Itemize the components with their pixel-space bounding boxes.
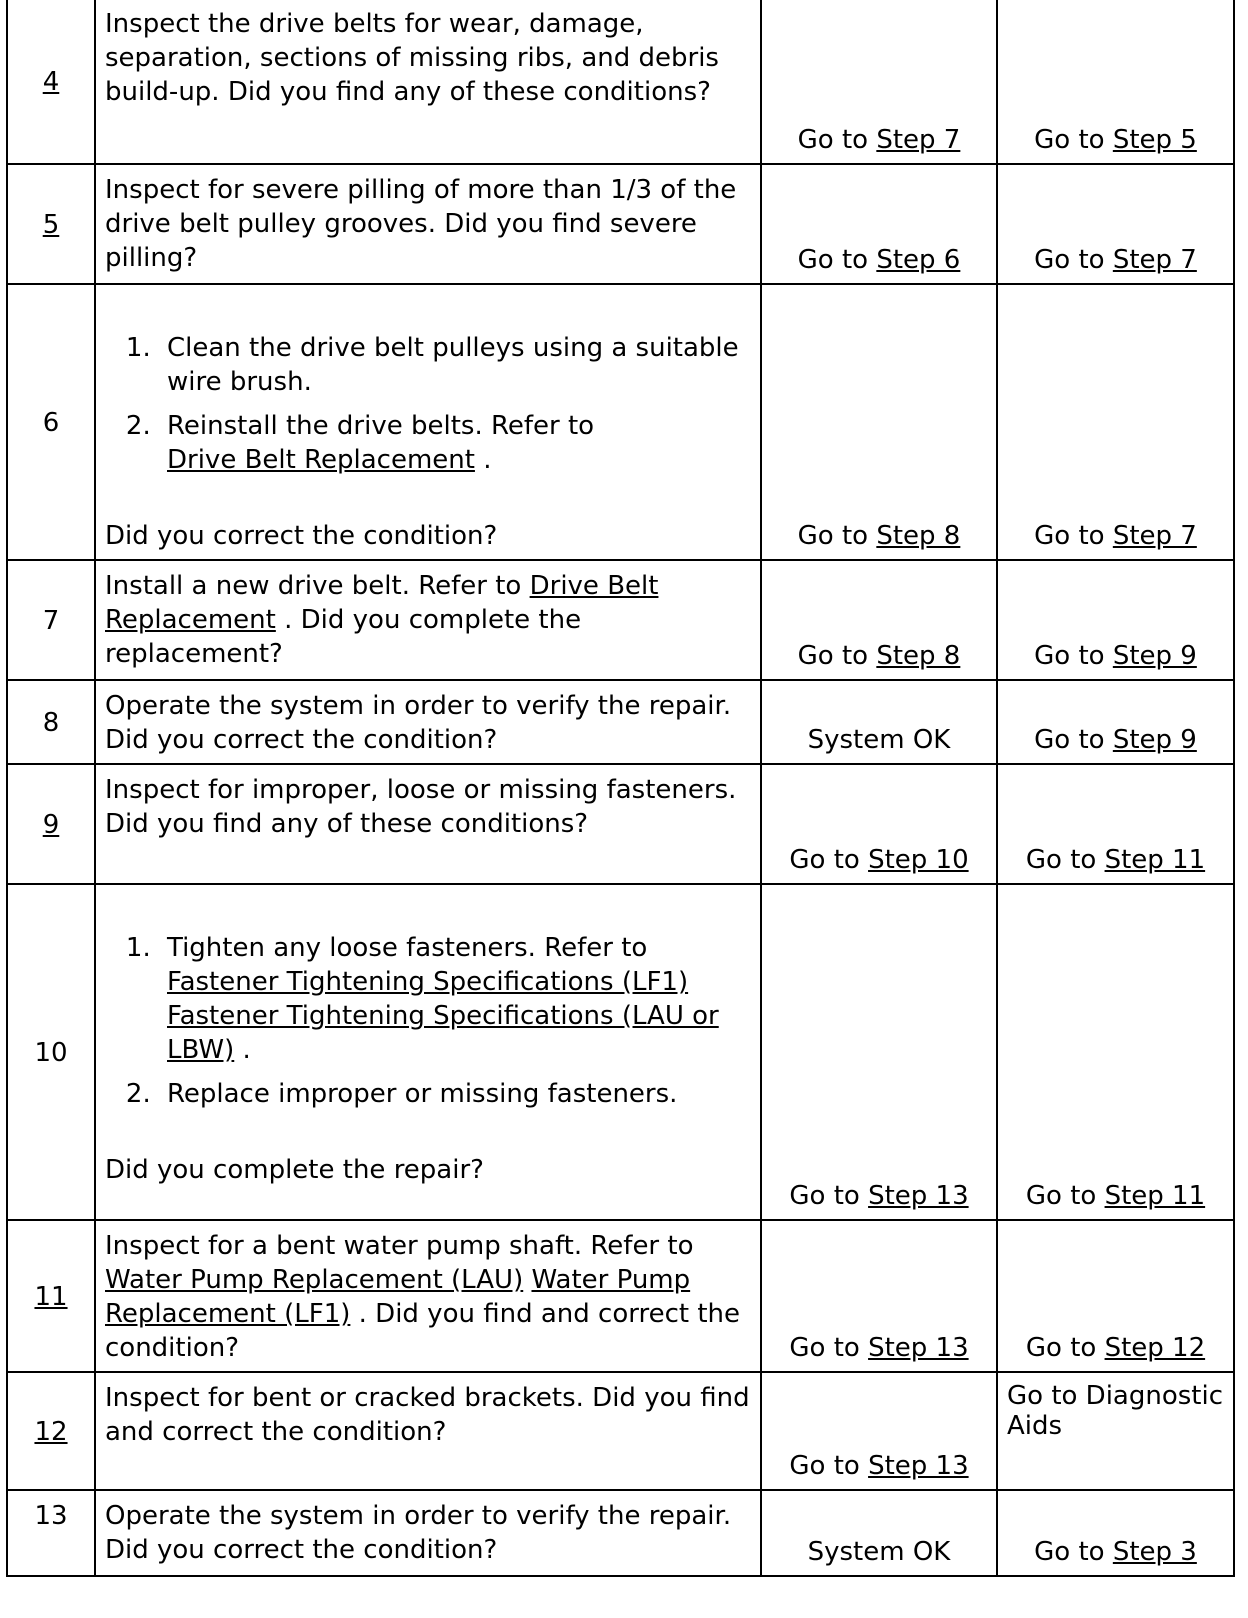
step-number-link[interactable]: 5	[42, 210, 60, 240]
action-cell: Inspect the drive belts for wear, damage, separation, sections of missing ribs, and debris build-up. Did you find any of these conditions?	[95, 0, 761, 164]
no-prefix: Go to	[1034, 521, 1113, 551]
list-item-text: Tighten any loose fasteners. Refer to	[167, 933, 648, 963]
fastener-spec-lf1-link[interactable]: Fastener Tightening Specifications (LF1)	[167, 967, 689, 997]
action-cell	[95, 884, 761, 1220]
action-text: Install a new drive belt. Refer to	[105, 571, 530, 601]
yes-result-cell	[761, 164, 997, 284]
no-prefix: Go to	[1034, 245, 1113, 275]
step-number-cell	[7, 1372, 95, 1490]
action-text: Inspect for a bent water pump shaft. Refer to	[105, 1231, 694, 1261]
step-number-cell	[7, 0, 95, 164]
yes-step-link[interactable]: Step 8	[876, 521, 961, 551]
yes-step-link[interactable]: Step 7	[876, 125, 961, 155]
step-number-link[interactable]: 11	[34, 1282, 68, 1312]
step-number-cell	[7, 680, 95, 764]
table-row	[7, 1490, 1234, 1576]
action-cell: Operate the system in order to verify the repair. Did you correct the condition?	[95, 1490, 761, 1576]
no-result-cell	[997, 680, 1234, 764]
step-number-cell	[7, 764, 95, 884]
list-item-text: Clean the drive belt pulleys using a suitable wire brush.	[167, 333, 739, 397]
step-number-cell	[7, 1220, 95, 1372]
diagnostic-table	[6, 0, 1235, 1577]
step-number-cell	[7, 164, 95, 284]
step-number-link[interactable]: 9	[42, 810, 60, 840]
yes-step-link[interactable]: Step 13	[868, 1451, 969, 1481]
step-number-link[interactable]: 4	[42, 67, 60, 97]
action-steps-list	[105, 331, 751, 477]
action-steps-list	[105, 931, 751, 1111]
system-ok-text: System OK	[807, 725, 951, 755]
action-cell: Inspect for improper, loose or missing fasteners. Did you find any of these conditions?	[95, 764, 761, 884]
yes-result-cell	[761, 284, 997, 560]
no-prefix: Go to	[1034, 1537, 1113, 1567]
action-text-suffix: . Did you find and correct the condition?	[105, 1299, 740, 1363]
action-text-suffix: . Did you complete the replacement?	[105, 605, 582, 669]
yes-result-cell	[761, 1220, 997, 1372]
no-step-link[interactable]: Step 11	[1104, 845, 1206, 875]
no-step-link[interactable]: Step 12	[1104, 1333, 1206, 1363]
action-question: Did you correct the condition?	[105, 521, 498, 551]
table-row	[7, 1220, 1234, 1372]
list-item	[159, 1077, 751, 1111]
yes-result-cell	[761, 764, 997, 884]
step-number: 13	[34, 1501, 68, 1531]
no-result-cell	[997, 164, 1234, 284]
action-cell	[95, 284, 761, 560]
fastener-spec-lau-lbw-link[interactable]: Fastener Tightening Specifications (LAU or LBW)	[167, 1001, 719, 1065]
action-cell: Operate the system in order to verify the repair. Did you correct the condition?	[95, 680, 761, 764]
step-number-cell	[7, 1490, 95, 1576]
list-item-text: Replace improper or missing fasteners.	[167, 1079, 678, 1109]
no-result-cell	[997, 1372, 1234, 1490]
yes-result-cell	[761, 560, 997, 680]
yes-result-cell	[761, 0, 997, 164]
no-prefix: Go to	[1025, 1181, 1105, 1211]
no-step-link[interactable]: Step 3	[1112, 1537, 1197, 1567]
yes-prefix: Go to	[789, 1451, 869, 1481]
action-cell	[95, 560, 761, 680]
no-result-cell	[997, 284, 1234, 560]
yes-result-cell	[761, 884, 997, 1220]
no-prefix: Go to	[1034, 125, 1113, 155]
action-cell: Inspect for severe pilling of more than 1/3 of the drive belt pulley grooves. Did you find severe pilling?	[95, 164, 761, 284]
water-pump-lau-link[interactable]: Water Pump Replacement (LAU)	[105, 1265, 524, 1295]
table-row	[7, 680, 1234, 764]
list-item-text: Reinstall the drive belts. Refer to	[167, 411, 595, 441]
table-row	[7, 884, 1234, 1220]
action-cell	[95, 1220, 761, 1372]
yes-result-cell	[761, 680, 997, 764]
water-pump-lf1-link[interactable]: Water Pump Replacement (LF1)	[105, 1265, 691, 1329]
table-row	[7, 284, 1234, 560]
yes-prefix: Go to	[789, 1181, 869, 1211]
system-ok-text: System OK	[807, 1537, 951, 1567]
step-number-link[interactable]: 12	[34, 1417, 68, 1447]
no-prefix: Go to	[1034, 725, 1113, 755]
table-row	[7, 560, 1234, 680]
no-step-link[interactable]: Step 7	[1112, 245, 1197, 275]
step-number: 10	[34, 1038, 68, 1068]
diagnostic-aids-text: Go to Diagnostic Aids	[1007, 1381, 1224, 1441]
yes-step-link[interactable]: Step 10	[868, 845, 969, 875]
yes-result-cell	[761, 1372, 997, 1490]
table-row	[7, 164, 1234, 284]
step-number: 6	[42, 408, 60, 438]
no-step-link[interactable]: Step 7	[1112, 521, 1197, 551]
table-row	[7, 0, 1234, 164]
action-cell: Inspect for bent or cracked brackets. Did you find and correct the condition?	[95, 1372, 761, 1490]
no-step-link[interactable]: Step 11	[1104, 1181, 1206, 1211]
no-result-cell	[997, 884, 1234, 1220]
table-row	[7, 764, 1234, 884]
yes-prefix: Go to	[797, 641, 877, 671]
list-item	[159, 931, 751, 1067]
no-result-cell	[997, 764, 1234, 884]
yes-prefix: Go to	[789, 1333, 869, 1363]
table-row	[7, 1372, 1234, 1490]
step-number-cell	[7, 884, 95, 1220]
no-prefix: Go to	[1025, 845, 1105, 875]
no-step-link[interactable]: Step 9	[1112, 725, 1197, 755]
no-prefix: Go to	[1025, 1333, 1105, 1363]
no-step-link[interactable]: Step 9	[1112, 641, 1197, 671]
step-number-cell	[7, 560, 95, 680]
drive-belt-replacement-link[interactable]: Drive Belt Replacement	[105, 571, 659, 635]
list-item	[159, 331, 751, 399]
no-result-cell	[997, 560, 1234, 680]
list-item-suffix: .	[234, 1035, 251, 1065]
list-item	[159, 409, 751, 477]
yes-prefix: Go to	[789, 845, 869, 875]
no-step-link[interactable]: Step 5	[1112, 125, 1197, 155]
drive-belt-replacement-link[interactable]: Drive Belt Replacement	[167, 445, 475, 475]
list-item-suffix: .	[474, 445, 492, 475]
yes-prefix: Go to	[797, 521, 877, 551]
step-number-cell	[7, 284, 95, 560]
yes-result-cell	[761, 1490, 997, 1576]
yes-step-link[interactable]: Step 6	[876, 245, 961, 275]
step-number: 7	[42, 606, 60, 636]
no-prefix: Go to	[1034, 641, 1113, 671]
yes-prefix: Go to	[797, 125, 877, 155]
yes-prefix: Go to	[797, 245, 877, 275]
no-result-cell	[997, 0, 1234, 164]
action-question: Did you complete the repair?	[105, 1155, 484, 1185]
no-result-cell	[997, 1220, 1234, 1372]
yes-step-link[interactable]: Step 8	[876, 641, 961, 671]
no-result-cell	[997, 1490, 1234, 1576]
yes-step-link[interactable]: Step 13	[868, 1181, 969, 1211]
step-number: 8	[42, 708, 60, 738]
yes-step-link[interactable]: Step 13	[868, 1333, 969, 1363]
